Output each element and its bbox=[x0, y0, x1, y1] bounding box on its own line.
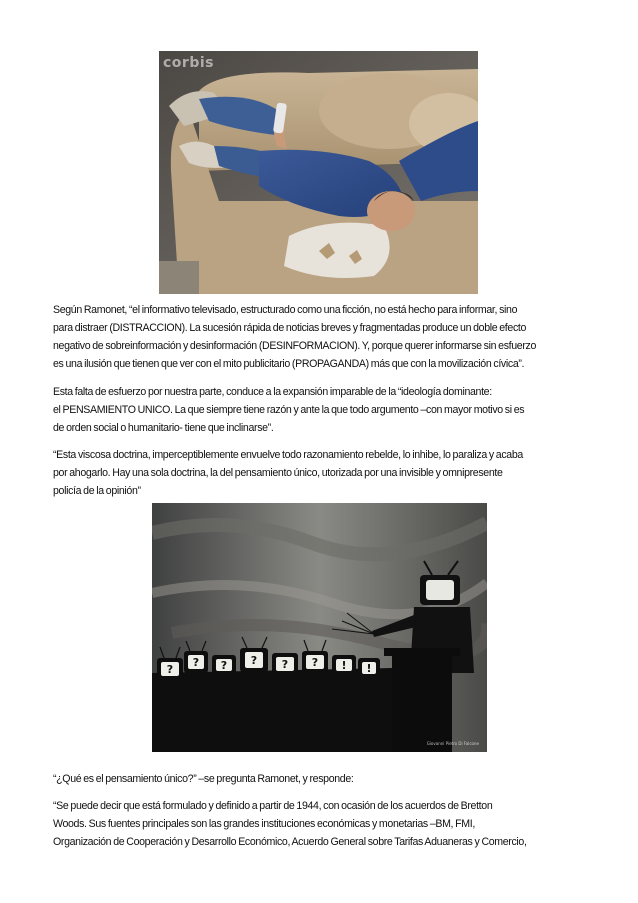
text-line: “Esta viscosa doctrina, imperceptiblemente envuelve todo razonamiento rebelde, lo inhibe, lo paraliza y acaba bbox=[53, 449, 523, 461]
svg-text:?: ? bbox=[220, 659, 228, 672]
corbis-watermark: corbis bbox=[163, 55, 214, 71]
svg-text:?: ? bbox=[281, 658, 289, 671]
text-line: por ahogarlo. Hay una sola doctrina, la del pensamiento único, utorizada por una invisible y omnipresente bbox=[53, 467, 503, 479]
paragraph-pensamiento-unico bbox=[53, 383, 591, 437]
text-line: Organización de Cooperación y Desarrollo Económico, Acuerdo General sobre Tarifas Aduaneras y Comercio, bbox=[53, 836, 527, 848]
paragraph-viscosa-doctrina bbox=[53, 446, 591, 500]
paragraph-bretton-woods bbox=[53, 797, 591, 851]
text-line: Según Ramonet, “el informativo televisado, estructurado como una ficción, no está hecho para informar, sino bbox=[53, 304, 518, 316]
sofa-photo-illustration bbox=[159, 51, 478, 294]
svg-text:?: ? bbox=[166, 663, 174, 676]
text-line: “¿Qué es el pensamiento único?” –se pregunta Ramonet, y responde: bbox=[53, 773, 354, 785]
tv-heads-illustration bbox=[152, 503, 487, 752]
svg-text:?: ? bbox=[192, 656, 200, 669]
photo-man-on-sofa bbox=[159, 51, 478, 294]
paragraph-ramonet-quote bbox=[53, 301, 591, 373]
text-line: Woods. Sus fuentes principales son las grandes instituciones económicas y monetarias –BM, FMI, bbox=[53, 818, 475, 830]
svg-text:!: ! bbox=[341, 659, 347, 672]
text-line: Esta falta de esfuerzo por nuestra parte, conduce a la expansión imparable de la “ideología dominante: bbox=[53, 386, 492, 398]
text-line: el PENSAMIENTO UNICO. La que siempre tiene razón y ante la que todo argumento –con mayor motivo si es bbox=[53, 404, 525, 416]
artist-signature: Giovanni Pietro Di Falcone bbox=[426, 741, 479, 746]
text-line: policía de la opinión” bbox=[53, 485, 141, 497]
svg-text:?: ? bbox=[250, 654, 258, 667]
illustration-tv-heads-crowd bbox=[152, 503, 487, 752]
svg-text:!: ! bbox=[366, 662, 372, 675]
text-line: “Se puede decir que está formulado y definido a partir de 1944, con ocasión de los acuerdos de Bretton bbox=[53, 800, 493, 812]
text-line: negativo de sobreinformación y desinformación (DESINFORMACION). Y, porque querer informarse sin esfuerzo bbox=[53, 340, 536, 352]
svg-text:?: ? bbox=[311, 656, 319, 669]
paragraph-que-es-pensamiento-unico bbox=[53, 770, 591, 788]
text-line: de orden social o humanitario- tiene que inclinarse”. bbox=[53, 422, 274, 434]
text-line: para distraer (DISTRACCION). La sucesión rápida de noticias breves y fragmentadas produce un doble efecto bbox=[53, 322, 527, 334]
text-line: es una ilusión que tienen que ver con el mito publicitario (PROPAGANDA) más que con la movilización cívica”. bbox=[53, 358, 525, 370]
